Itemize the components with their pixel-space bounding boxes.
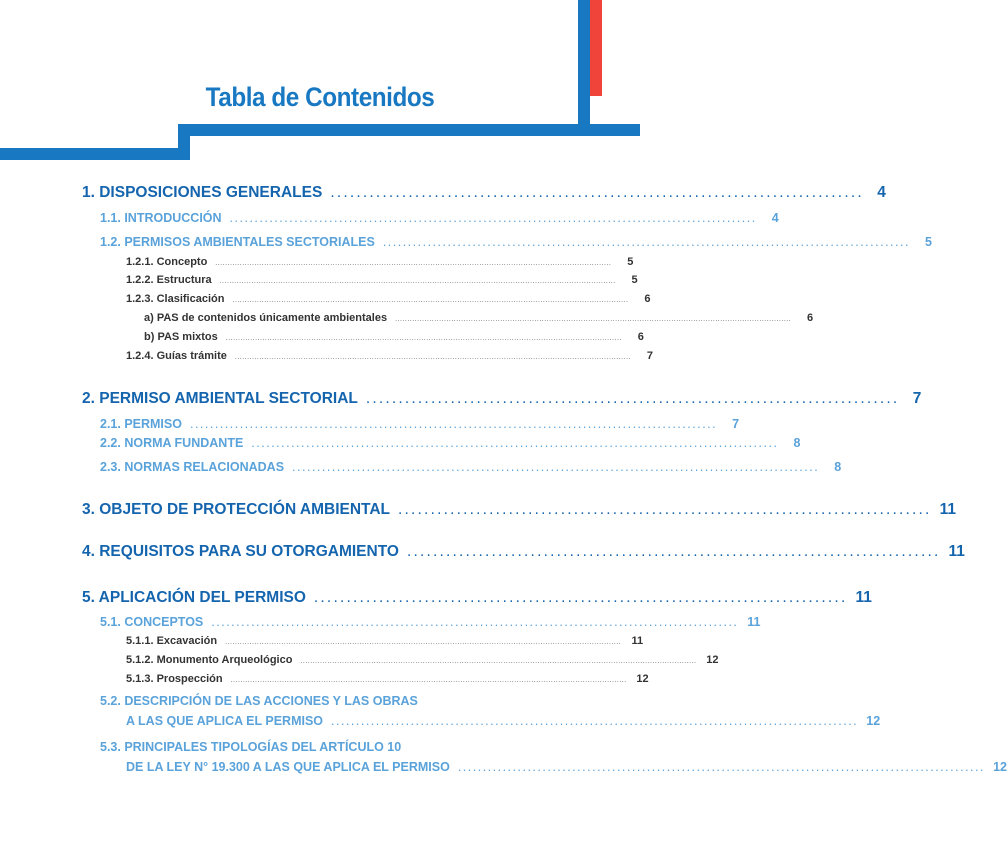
header-blue-bar-vertical [578, 0, 590, 136]
toc-entry-title: 2.3. NORMAS RELACIONADAS [100, 460, 285, 474]
toc-entry-page: 6 [637, 331, 644, 343]
toc-entry-1[interactable] [82, 184, 886, 202]
toc-leader-dots: .................................................................................................................................................................. [395, 316, 792, 323]
header-blue-bar-left [0, 148, 190, 160]
toc-leader-dots: .......................................................................................................... [229, 211, 757, 225]
toc-leader-dots: .......................................................................................................... [382, 235, 910, 249]
toc-entry-4[interactable] [82, 543, 965, 561]
toc-entry-title: 1.2.3. Clasificación [126, 293, 225, 305]
toc-entry-1-2-1[interactable] [126, 256, 634, 268]
toc-leader-dots: .................................................................................................................................................................. [300, 658, 697, 665]
toc-entry-title: 1.2.1. Concepto [126, 256, 208, 268]
toc-entry-title: 1. DISPOSICIONES GENERALES [82, 184, 323, 201]
toc-entry-page: 11 [939, 501, 956, 518]
toc-entry-title: 2.2. NORMA FUNDANTE [100, 436, 244, 450]
toc-leader-dots: .................................................................................................................................................................. [225, 335, 622, 342]
toc-entry-2-2[interactable] [100, 436, 801, 450]
toc-leader-dots: .................................................................................. [406, 543, 941, 560]
toc-entry-page: 6 [807, 312, 814, 324]
toc-entry-1-2-3-b[interactable] [144, 331, 644, 343]
toc-entry-page: 8 [793, 436, 801, 450]
toc-entry-page: 4 [771, 211, 779, 225]
toc-entry-title: A LAS QUE APLICA EL PERMISO [126, 714, 324, 728]
toc-entry-2-1[interactable] [100, 417, 740, 431]
toc-entry-2-3[interactable] [100, 460, 842, 474]
header-blue-bar-right [178, 124, 640, 136]
toc-entry-page: 5 [627, 256, 634, 268]
toc-entry-title: 1.1. INTRODUCCIÓN [100, 211, 222, 225]
toc-entry-title: 2.1. PERMISO [100, 417, 182, 431]
toc-leader-dots: .......................................................................................................... [211, 615, 739, 629]
toc-leader-dots: .......................................................................................................... [292, 460, 820, 474]
toc-entry-page: 11 [948, 543, 965, 560]
toc-leader-dots: .................................................................................................................................................................. [230, 677, 627, 684]
toc-entry-1-2[interactable] [100, 235, 932, 249]
toc-leader-dots: .................................................................................................................................................................. [219, 278, 616, 285]
toc-entry-title: 1.2.4. Guías trámite [126, 350, 227, 362]
toc-entry-5-1-2[interactable] [126, 654, 719, 666]
toc-leader-dots: .......................................................................................................... [457, 760, 985, 774]
toc-leader-dots: .................................................................................. [398, 501, 932, 518]
toc-entry-5[interactable] [82, 589, 872, 607]
toc-leader-dots: .......................................................................................................... [189, 417, 718, 431]
toc-entry-5-3[interactable] [126, 760, 1007, 774]
toc-entry-page: 12 [706, 654, 719, 666]
toc-entry-5-1[interactable] [100, 615, 761, 629]
toc-entry-page: 8 [834, 460, 842, 474]
toc-entry-title: 5. APLICACIÓN DEL PERMISO [82, 589, 306, 606]
toc-entry-title: 2. PERMISO AMBIENTAL SECTORIAL [82, 390, 358, 407]
toc-entry-page: 5 [925, 235, 932, 249]
toc-entry-title: 5.1.1. Excavación [126, 635, 218, 647]
toc-entry-5-3-line1[interactable]: 5.3. PRINCIPALES TIPOLOGÍAS DEL ARTÍCULO 10 [100, 740, 402, 754]
toc-entry-5-1-1[interactable] [126, 635, 644, 647]
toc-entry-1-1[interactable] [100, 211, 779, 225]
toc-entry-page: 4 [877, 184, 886, 201]
toc-entry-title: a) PAS de contenidos únicamente ambientales [144, 312, 388, 324]
toc-entry-title: 4. REQUISITOS PARA SU OTORGAMIENTO [82, 543, 399, 560]
toc-leader-dots: .................................................................................................................................................................. [234, 354, 631, 361]
toc-entry-5-1-3[interactable] [126, 673, 649, 685]
toc-entry-5-2[interactable] [126, 714, 881, 728]
toc-entry-title: 1.2.2. Estructura [126, 274, 212, 286]
toc-leader-dots: .................................................................................. [313, 589, 848, 606]
toc-leader-dots: .................................................................................................................................................................. [215, 260, 612, 267]
toc-entry-title: 3. OBJETO DE PROTECCIÓN AMBIENTAL [82, 501, 391, 518]
toc-entry-1-2-3[interactable] [126, 293, 651, 305]
toc-entry-page: 12 [636, 673, 649, 685]
toc-entry-page: 12 [866, 714, 881, 728]
toc-leader-dots: .................................................................................................................................................................. [225, 639, 622, 646]
toc-entry-page: 11 [855, 589, 872, 606]
toc-entry-title: DE LA LEY N° 19.300 A LAS QUE APLICA EL PERMISO [126, 760, 450, 774]
toc-entry-title: 1.2. PERMISOS AMBIENTALES SECTORIALES [100, 235, 375, 249]
toc-entry-page: 7 [912, 390, 922, 407]
toc-entry-5-2-line1[interactable]: 5.2. DESCRIPCIÓN DE LAS ACCIONES Y LAS OBRAS [100, 694, 418, 708]
toc-entry-title: b) PAS mixtos [144, 331, 218, 343]
toc-entry-page: 5 [631, 274, 638, 286]
toc-entry-3[interactable] [82, 501, 956, 519]
toc-entry-1-2-3-a[interactable] [144, 312, 814, 324]
toc-leader-dots: .......................................................................................................... [331, 714, 859, 728]
toc-entry-page: 7 [732, 417, 740, 431]
toc-leader-dots: .......................................................................................................... [251, 436, 779, 450]
toc-leader-dots: .................................................................................................................................................................. [232, 297, 629, 304]
toc-entry-page: 12 [993, 760, 1007, 774]
toc-entry-page: 6 [644, 293, 651, 305]
toc-leader-dots: .................................................................................. [330, 184, 864, 201]
toc-entry-1-2-4[interactable] [126, 350, 653, 362]
toc-entry-page: 11 [631, 635, 644, 647]
toc-leader-dots: .................................................................................. [365, 390, 900, 407]
toc-entry-1-2-2[interactable] [126, 274, 638, 286]
toc-entry-page: 7 [646, 350, 653, 362]
toc-entry-page: 11 [747, 615, 761, 629]
toc-entry-title: 5.1.3. Prospección [126, 673, 223, 685]
toc-entry-title: 5.1. CONCEPTOS [100, 615, 204, 629]
page-title: Tabla de Contenidos [205, 82, 435, 112]
toc-entry-title: 5.1.2. Monumento Arqueológico [126, 654, 293, 666]
toc-entry-2[interactable] [82, 390, 922, 408]
